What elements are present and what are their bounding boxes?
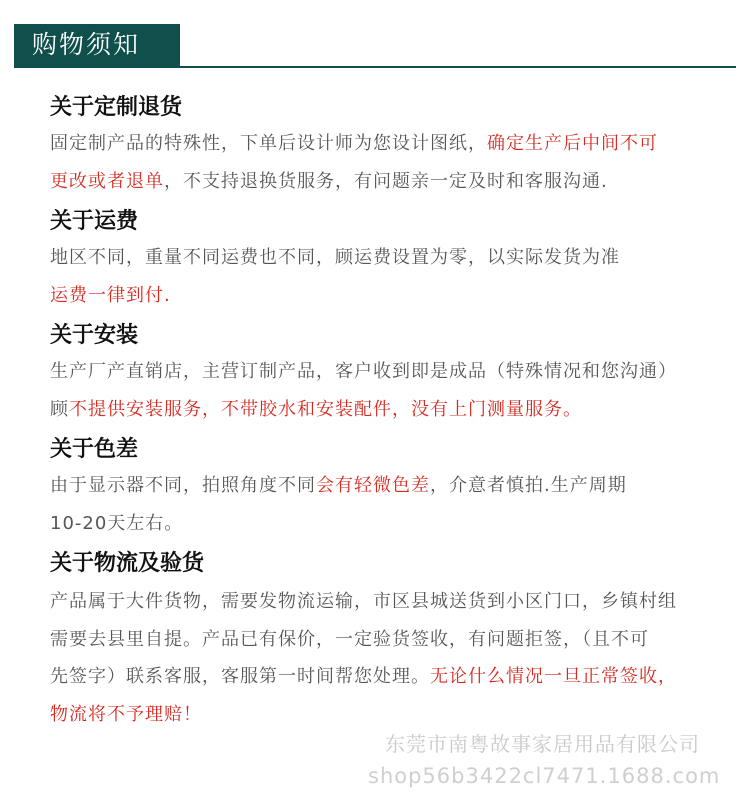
title-divider	[14, 66, 736, 68]
page-title: 购物须知	[32, 30, 141, 59]
section-text: 需要去县里自提。产品已有保价，一定验货签收，有问题拒签，（且不可	[50, 629, 649, 650]
section-text: 顾不提供安装服务，不带胶水和安装配件，没有上门测量服务。	[50, 399, 582, 420]
section-heading-color-difference: 关于色差	[50, 437, 139, 462]
section-heading-custom-return: 关于定制退货	[50, 95, 183, 120]
section-text: 产品属于大件货物，需要发物流运输，市区县城送货到小区门口，乡镇村组	[50, 591, 677, 612]
section-text: 物流将不予理赔！	[50, 704, 202, 725]
section-heading-shipping: 关于运费	[50, 209, 139, 234]
section-text: 先签字）联系客服，客服第一时间帮您处理。无论什么情况一旦正常签收，	[50, 666, 677, 687]
section-text: 地区不同，重量不同运费也不同，顾运费设置为零，以实际发货为准	[50, 247, 620, 268]
section-heading-logistics: 关于物流及验货	[50, 551, 205, 576]
watermark-shop-url: shop56b3422cl7471.1688.com	[368, 764, 721, 788]
section-text: 10-20天左右。	[50, 513, 184, 534]
section-text: 运费一律到付.	[50, 285, 171, 306]
section-text: 更改或者退单，不支持退换货服务，有问题亲一定及时和客服沟通.	[50, 171, 608, 192]
section-heading-installation: 关于安装	[50, 323, 139, 348]
section-text: 由于显示器不同，拍照角度不同会有轻微色差，介意者慎拍.生产周期	[50, 475, 627, 496]
section-text: 生产厂产直销店，主营订制产品，客户收到即是成品（特殊情况和您沟通）	[50, 361, 677, 382]
watermark-company: 东莞市南粤故事家居用品有限公司	[385, 732, 700, 756]
section-text: 固定制产品的特殊性，下单后设计师为您设计图纸，确定生产后中间不可	[50, 133, 658, 154]
